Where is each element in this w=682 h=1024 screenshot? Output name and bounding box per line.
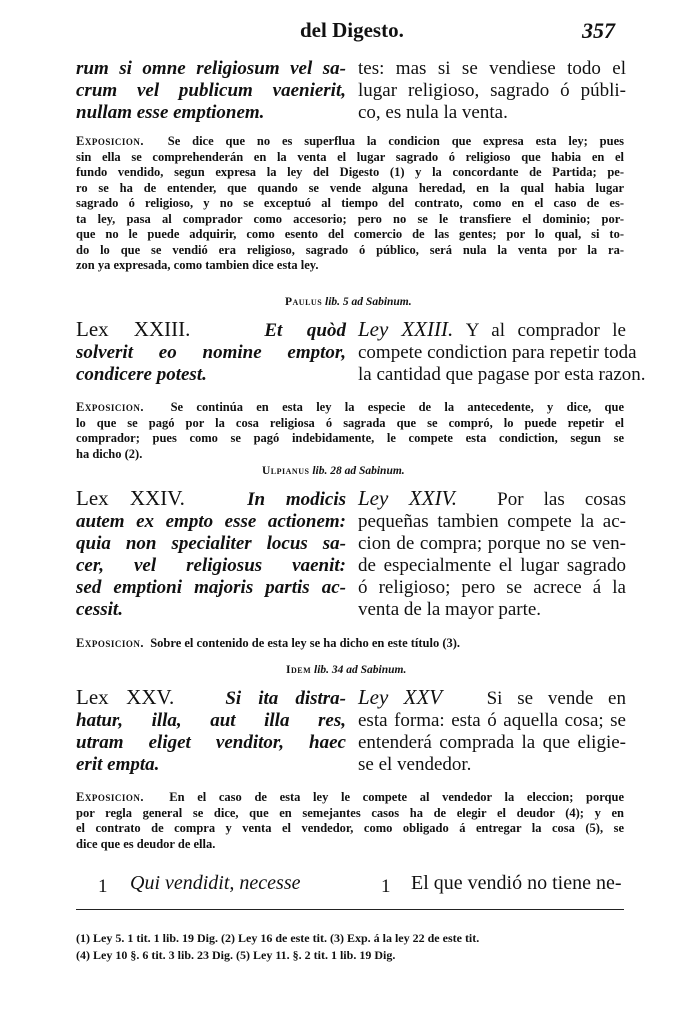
exposicion-text: do lo que se vendió era religioso, sagrado ó público, será nula la venta por la ra- [76,242,624,257]
lex-25-latin [76,686,346,776]
latin-line: nullam esse emptionem. [76,102,265,123]
footnotes [76,930,624,964]
latin-line: condicere potest. [76,364,207,385]
latin-line: solverit eo nomine emptor, [76,342,346,363]
exposicion-text: fundo vendido, segun expresa la ley del Digesto (1) y la concordante de Partida; pe- [76,165,624,179]
latin-column-block1 [76,58,346,124]
exposicion-text: lo que se pagó por la cosa religiosa ó sagrada que se compró, lo puede repetir el [76,415,624,430]
exposicion-label: Exposicion. [76,636,144,650]
lex-heading: Lex XXIII. [76,317,191,341]
spanish-column-block1 [358,58,626,124]
latin-line: Et quòd [264,320,346,341]
latin-line: hatur, illa, aut illa res, [76,710,346,731]
lex-24-spanish [358,487,626,621]
spanish-line: entenderá comprada la que eligie- [358,732,626,753]
spanish-line: venta de la mayor parte. [358,599,542,620]
spanish-line: esta forma: esta ó aquella cosa; se [358,710,626,731]
spanish-line: pequeñas tambien compete la ac- [358,511,626,532]
spanish-line: co, es nula la venta. [358,102,508,123]
exposicion-text: ta ley, pasa al comprador como accesorio; pero no se le transfiere el dominio; por- [76,211,624,226]
exposicion-text: zon ya expresada, como tambien dice esta ley. [76,258,319,272]
latin-line: quia non specialiter locus sa- [76,533,346,554]
spanish-line: se el vendedor. [358,754,472,775]
exposicion-text: el contrato de compra y venta el vendedor, como obligado á entregar la cosa (5), se [76,821,624,835]
spanish-line: ó religioso; pero se acrece á la [358,577,626,598]
footnote-divider [76,909,624,910]
section-number: 1 [98,876,108,897]
latin-line: cer, vel religiosus vaenit: [76,555,346,576]
latin-line: In modicis [247,489,347,510]
latin-line: rum si omne religiosum vel sa- [76,58,346,79]
exposicion-text: dice que es deudor de ella. [76,836,216,851]
exposicion-label: Exposicion. [76,400,144,414]
lex-23-latin [76,318,346,386]
running-header: del Digesto. [300,18,404,42]
exposicion-text: sin ella se comprehenderán en la venta el lugar sagrado ó religioso que habia en el [76,149,624,164]
lex-23-spanish [358,317,646,386]
source-attribution: Ulpianus lib. 28 ad Sabinum. [262,465,405,477]
ley-heading: Ley XXIII. [358,317,454,341]
exposicion-label: Exposicion. [76,134,144,148]
spanish-line: El que vendió no tiene ne- [411,872,622,894]
exposicion-text: Sobre el contenido de esta ley se ha dicho en este título (3). [150,636,461,650]
latin-line: Si ita distra- [225,688,346,709]
exposicion-text: comprador; pues como se pagó indebidamente, le compete esta condiction, segun se [76,431,624,445]
lex-25-spanish [358,686,626,776]
exposicion-text: ro se ha de entender, que quando se vende alguna heredad, en la qual habia lugar [76,180,624,195]
latin-line: erit empta. [76,754,160,775]
spanish-line: compete condiction para repetir toda [358,342,637,363]
section-number: 1 [381,876,391,897]
exposicion-text: sagrado ó religioso, y no se exceptuó al tiempo del contrato, como en el caso de es- [76,196,624,210]
source-attribution: Idem lib. 34 ad Sabinum. [286,664,407,676]
latin-line: autem ex empto esse actionem: [76,511,346,532]
exposicion-2 [76,400,624,462]
spanish-line: tes: mas si se vendiese todo el [358,58,626,79]
lex-heading: Lex XXIV. [76,486,185,510]
exposicion-3 [76,636,624,652]
lex-heading: Lex XXV. [76,685,175,709]
exposicion-text: Se dice que no es superflua la condicion que expresa esta ley; pues [167,134,625,148]
ley-heading: Ley XXIV. [358,486,457,510]
page-number: 357 [582,18,615,43]
latin-line: Qui vendidit, necesse [130,872,301,894]
spanish-line: lugar religioso, sagrado ó públi- [358,80,626,101]
spanish-line: la cantidad que pagase por esta razon. [358,364,646,385]
footnote-line: (1) Ley 5. 1 tit. 1 lib. 19 Dig. (2) Ley 16 de este tit. (3) Exp. á la ley 22 de este tit. [76,931,480,945]
exposicion-text: En el caso de esta ley le compete al vendedor la eleccion; porque [169,790,624,804]
lex-24-latin [76,487,346,621]
exposicion-text: Se continúa en esta ley la especie de la antecedente, y dice, que [170,400,624,414]
latin-line: sed emptioni majoris partis ac- [76,577,346,598]
spanish-line: Por las cosas [497,489,627,510]
exposicion-label: Exposicion. [76,790,144,804]
exposicion-text: ha dicho (2). [76,446,143,461]
source-attribution: Paulus lib. 5 ad Sabinum. [285,296,412,308]
spanish-line: de especialmente el lugar sagrado [358,555,626,576]
spanish-line: cion de compra; porque no se ven- [358,533,626,554]
latin-line: utram eliget venditor, haec [76,732,346,753]
exposicion-text: que no le puede adquirir, como esento del comercio de las gentes; por lo qual, si to- [76,227,624,241]
spanish-line: Y al comprador le [465,320,626,341]
latin-line: cessit. [76,599,123,620]
ley-heading: Ley XXV [358,685,443,709]
footnote-line: (4) Ley 10 §. 6 tit. 3 lib. 23 Dig. (5) Ley 11. §. 2 tit. 1 lib. 19 Dig. [76,948,396,962]
latin-line: crum vel publicum vaenierit, [76,80,346,101]
exposicion-4 [76,790,624,852]
exposicion-text: por regla general se dice, que en semejantes casos ha de elegir el deudor (4); y en [76,805,624,820]
spanish-line: Si se vende en [486,688,626,709]
exposicion-1 [76,134,624,274]
